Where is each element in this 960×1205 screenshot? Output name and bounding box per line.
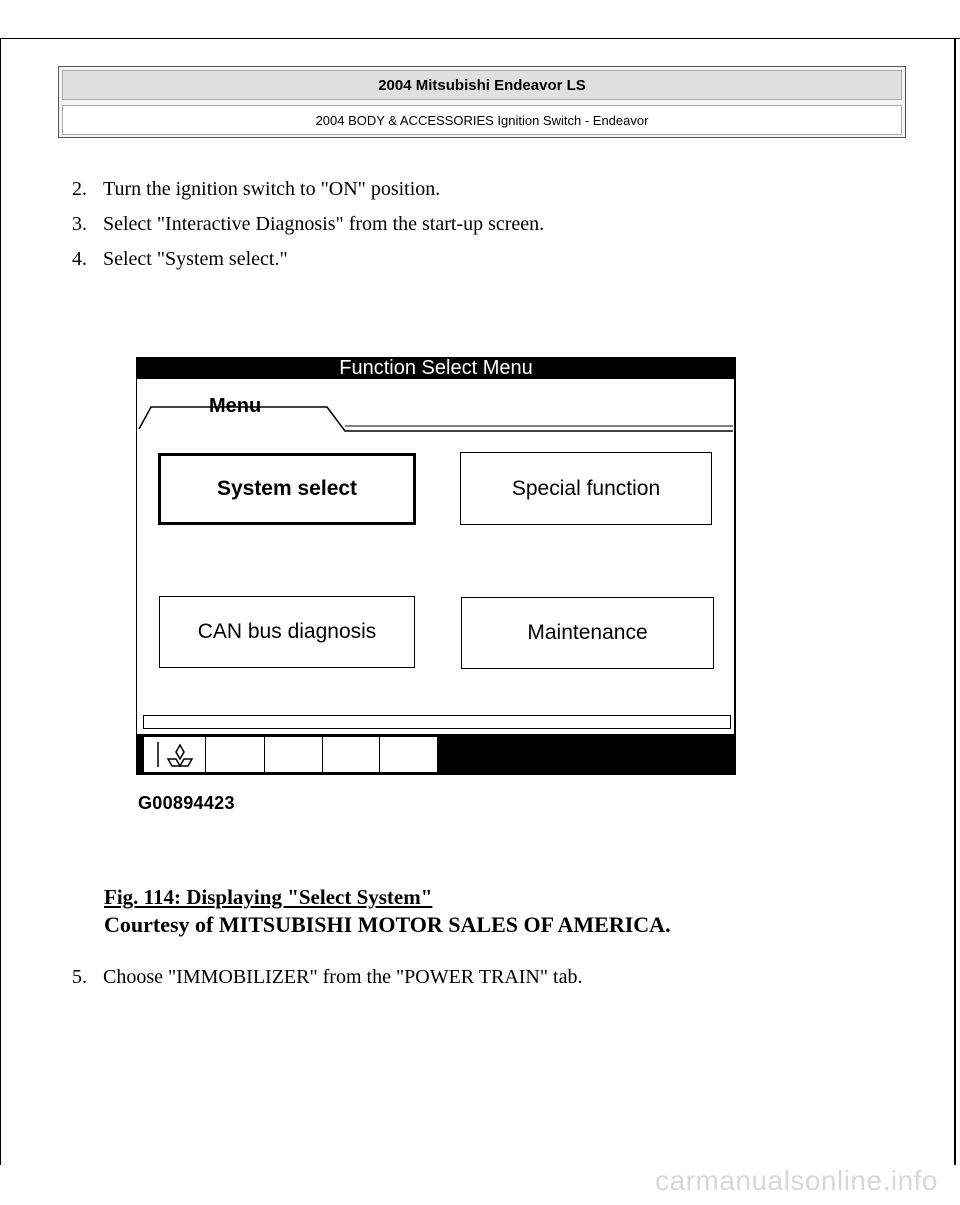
step-item: [72, 242, 544, 277]
document-subtitle: 2004 BODY & ACCESSORIES Ignition Switch - Endeavor: [62, 105, 902, 135]
step-text: Select "System select.": [103, 248, 288, 270]
system-select-button[interactable]: System select: [158, 453, 416, 525]
step-number: 5.: [72, 966, 87, 988]
figure-caption-link[interactable]: Fig. 114: Displaying "Select System": [104, 885, 433, 909]
mitsubishi-logo-icon: [144, 737, 206, 772]
page-frame-left: [0, 38, 1, 1165]
step-text: Choose "IMMOBILIZER" from the "POWER TRAIN" tab.: [103, 966, 583, 988]
procedure-steps: [72, 172, 544, 277]
screen-title: Function Select Menu: [136, 357, 736, 379]
step-number: 4.: [72, 248, 87, 270]
page-frame-top: [0, 38, 960, 39]
can-bus-diagnosis-button[interactable]: CAN bus diagnosis: [159, 596, 415, 668]
step-item: [72, 960, 582, 995]
step-item: [72, 172, 544, 207]
function-key-5[interactable]: [380, 737, 440, 772]
menu-tab-label: Menu: [209, 395, 262, 417]
figure-caption: [104, 883, 671, 939]
document-title: 2004 Mitsubishi Endeavor LS: [62, 70, 902, 100]
screen-body: [136, 379, 736, 734]
procedure-steps-continued: [72, 960, 582, 995]
figure-code: G00894423: [138, 793, 235, 813]
special-function-button[interactable]: Special function: [460, 452, 712, 525]
document-header: [58, 66, 906, 138]
site-watermark: carmanualsonline.info: [655, 1165, 938, 1196]
figure-credit: Courtesy of MITSUBISHI MOTOR SALES OF AMERICA.: [104, 912, 671, 937]
step-text: Select "Interactive Diagnosis" from the start-up screen.: [103, 213, 545, 235]
maintenance-button[interactable]: Maintenance: [461, 597, 714, 669]
function-key-bar: [136, 734, 736, 775]
step-number: 3.: [72, 213, 87, 235]
step-item: [72, 207, 544, 242]
step-number: 2.: [72, 178, 87, 200]
function-key-3[interactable]: [265, 737, 323, 772]
function-key-4[interactable]: [323, 737, 380, 772]
page-frame-right: [954, 38, 956, 1165]
status-bar: [143, 715, 731, 729]
function-select-figure: [136, 357, 736, 775]
function-key-2[interactable]: [206, 737, 265, 772]
step-text: Turn the ignition switch to "ON" position.: [103, 178, 441, 200]
function-key-1[interactable]: [144, 737, 206, 772]
